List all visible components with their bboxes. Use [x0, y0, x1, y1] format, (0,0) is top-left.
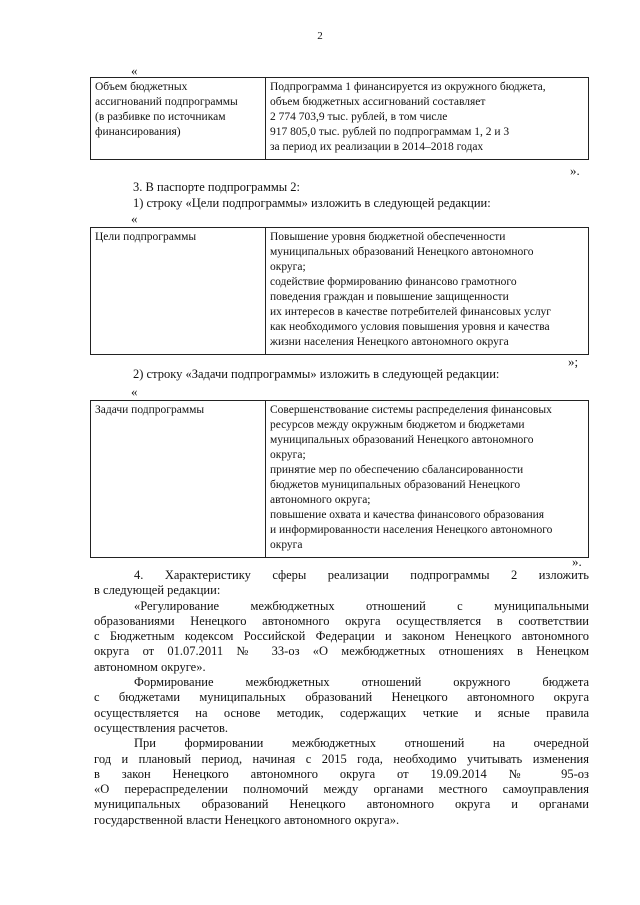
para-line: автономном округе».: [94, 659, 206, 674]
para-line: При формировании межбюджетных отношений на очередной: [134, 736, 589, 751]
table-value-cell: [266, 78, 589, 160]
close-quote: »;: [568, 354, 579, 369]
cell-line: ресурсов между окружным бюджетом и бюджетами: [270, 419, 525, 431]
cell-line: ассигнований подпрограммы: [95, 96, 238, 108]
cell-line: автономного округа;: [270, 494, 371, 506]
para-line: осуществляется на основе методик, содержащих четкие и ясные правила: [94, 705, 589, 720]
cell-line: 917 805,0 тыс. рублей по подпрограммам 1, 2 и 3: [270, 126, 510, 138]
table-label-cell: [91, 401, 266, 558]
para-line: осуществления расчетов.: [94, 720, 228, 735]
cell-line: 2 774 703,9 тыс. рублей, в том числе: [270, 111, 448, 123]
table-label-cell: [91, 78, 266, 160]
open-quote: «: [131, 211, 138, 226]
para-line: «О перераспределении полномочий между органами местного самоуправления: [94, 782, 589, 797]
table-label-cell: [91, 228, 266, 355]
cell-line: повышение охвата и качества финансового образования: [270, 509, 545, 521]
cell-line: Повышение уровня бюджетной обеспеченности: [270, 231, 506, 243]
cell-line: как необходимого условия повышения уровня и качества: [270, 321, 550, 333]
table-tasks: [90, 400, 589, 558]
cell-line: объем бюджетных ассигнований составляет: [270, 96, 486, 108]
item3-heading: 3. В паспорте подпрограммы 2:: [133, 180, 301, 194]
cell-line: Подпрограмма 1 финансируется из окружного бюджета,: [270, 81, 546, 93]
cell-line: принятие мер по обеспечению сбалансированности: [270, 464, 524, 476]
table-budget-allocations: [90, 77, 589, 160]
para-line: «Регулирование межбюджетных отношений с муниципальными: [134, 598, 589, 613]
cell-line: их интересов в качестве потребителей финансовых услуг: [270, 306, 552, 318]
table-goals: [90, 227, 589, 355]
cell-line: Объем бюджетных: [95, 81, 188, 93]
cell-line: Цели подпрограммы: [95, 231, 197, 243]
cell-line: и информированности населения Ненецкого автономного: [270, 524, 553, 536]
para-line: в закон Ненецкого автономного округа от 19.09.2014 № 95-оз: [94, 766, 589, 781]
cell-line: жизни населения Ненецкого автономного округа: [270, 336, 509, 348]
paragraph-7: [94, 736, 589, 828]
item3-1-text: 1) строку «Цели подпрограммы» изложить в следующей редакции:: [133, 196, 491, 210]
open-quote: «: [131, 384, 138, 399]
paragraph-4: [94, 568, 589, 599]
cell-line: Совершенствование системы распределения финансовых: [270, 404, 552, 416]
cell-line: Задачи подпрограммы: [95, 404, 205, 416]
close-quote: ».: [570, 163, 580, 178]
page-number: 2: [317, 30, 323, 42]
para-line: округа от 01.07.2011 № 33-оз «О межбюджетных отношениях в Ненецком: [94, 644, 589, 659]
paragraph-5: [94, 599, 589, 675]
para-line: государственной власти Ненецкого автономного округа».: [94, 812, 400, 827]
para-line: с бюджетами муниципальных образований Ненецкого автономного округа: [94, 690, 589, 705]
para-line: образованиями Ненецкого автономного округа осуществляется в соответствии: [94, 613, 589, 628]
para-line: Формирование межбюджетных отношений окружного бюджета: [134, 675, 589, 690]
paragraph-6: [94, 675, 589, 736]
cell-line: муниципальных образований Ненецкого автономного: [270, 434, 534, 446]
cell-line: содействие формированию финансово грамотного: [270, 276, 517, 288]
para-line: год и плановый период, начиная с 2015 года, необходимо учитывать изменения: [94, 751, 589, 766]
open-quote: «: [131, 63, 138, 78]
para-line: 4. Характеристику сферы реализации подпрограммы 2 изложить: [134, 568, 589, 582]
table-value-cell: [266, 401, 589, 558]
cell-line: поведения граждан и повышение защищенности: [270, 291, 509, 303]
item3-2-text: 2) строку «Задачи подпрограммы» изложить в следующей редакции:: [133, 367, 500, 381]
body-text: [94, 568, 589, 828]
para-line: в следующей редакции:: [94, 583, 221, 598]
cell-line: финансирования): [95, 126, 181, 138]
cell-line: за период их реализации в 2014–2018 годах: [270, 141, 484, 153]
cell-line: округа;: [270, 261, 306, 273]
para-line: с Бюджетным кодексом Российской Федерации и законом Ненецкого автономного: [94, 629, 589, 644]
cell-line: округа;: [270, 449, 306, 461]
cell-line: округа: [270, 539, 303, 551]
cell-line: (в разбивке по источникам: [95, 111, 226, 123]
close-quote: ».: [572, 554, 582, 569]
cell-line: муниципальных образований Ненецкого автономного: [270, 246, 534, 258]
table-value-cell: [266, 228, 589, 355]
cell-line: бюджетов муниципальных образований Ненецкого: [270, 479, 521, 491]
para-line: муниципальных образований Ненецкого автономного округа и органами: [94, 797, 589, 812]
